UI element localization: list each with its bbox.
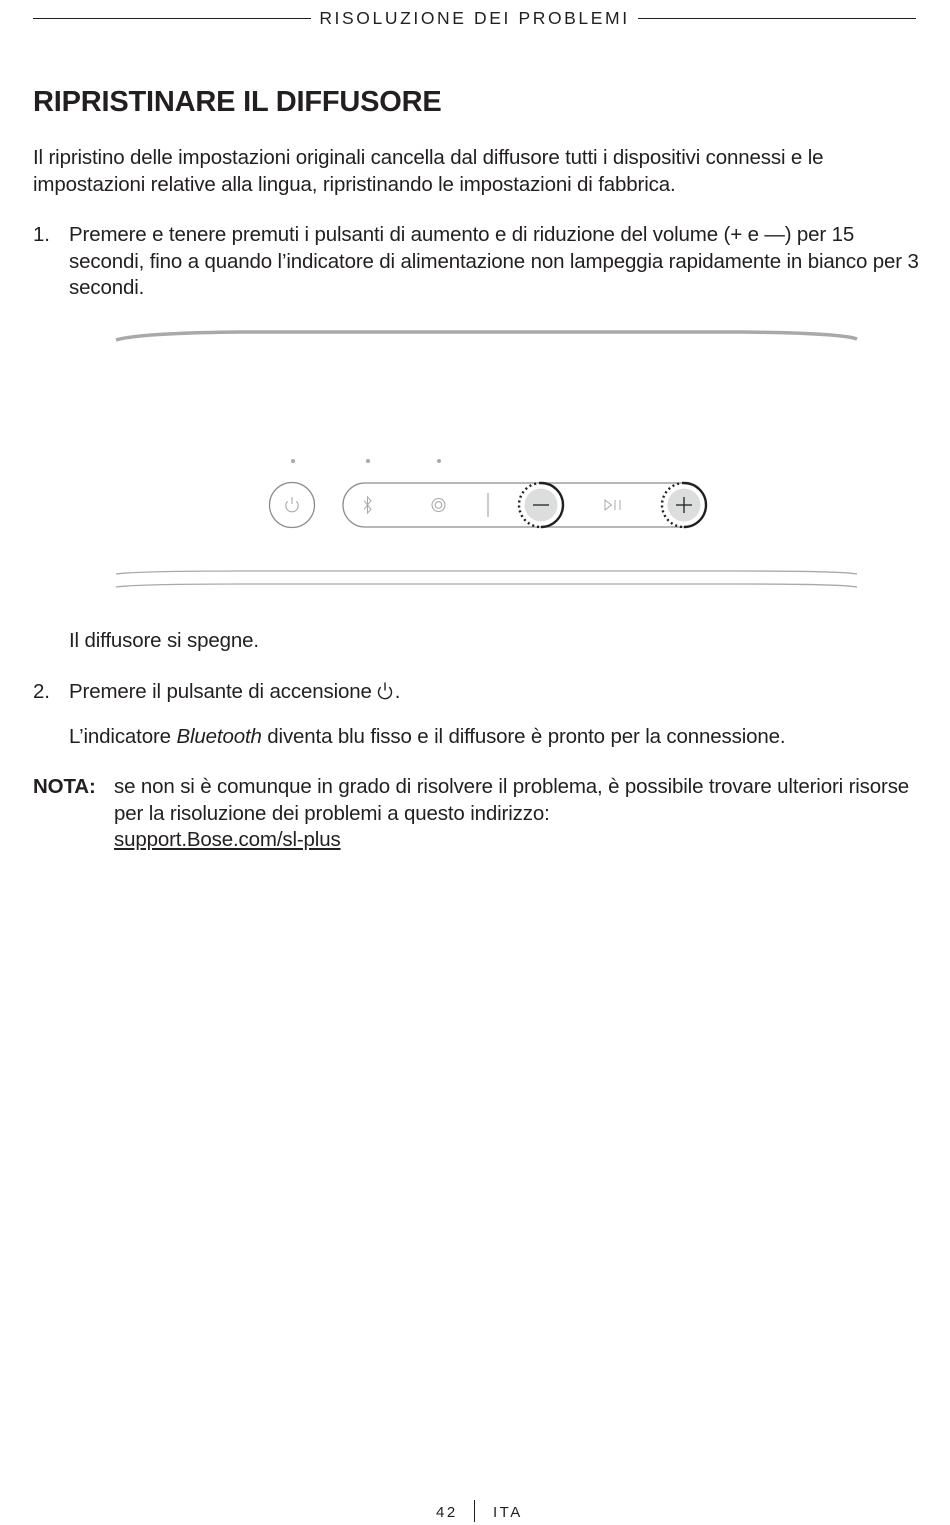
indicator-light-action: [437, 459, 441, 463]
speaker-bottom-edge-lower: [116, 584, 857, 587]
step-number: 1.: [33, 223, 50, 246]
step-1-result: Il diffusore si spegne.: [69, 629, 259, 652]
step-2: [33, 679, 923, 706]
result-suffix: diventa blu fisso e il diffusore è pronto per la connessione.: [261, 725, 786, 748]
note-text: se non si è comunque in grado di risolvere il problema, è possibile trovare ulteriori risorse per la risoluzione dei problemi a questo indirizzo:: [114, 775, 910, 825]
note-body: [114, 774, 923, 854]
speaker-top-edge: [116, 332, 857, 340]
result-prefix: L’indicatore: [69, 725, 177, 748]
step-text: Premere e tenere premuti i pulsanti di aumento e di riduzione del volume (+ e —) per 15 secondi, fino a quando l’indicatore di alimentazione non lampeggia rapidamente in bianco per 3 secondi.: [69, 223, 919, 299]
header-rule-right: [638, 18, 916, 19]
indicator-light-power: [291, 459, 295, 463]
page-footer: [0, 1500, 950, 1524]
power-button: [270, 483, 315, 528]
page-number: 42: [436, 1504, 458, 1521]
step-text-end: .: [394, 680, 401, 703]
header-rule-left: [33, 18, 311, 19]
footer-separator: [474, 1500, 475, 1522]
power-icon: [375, 681, 395, 701]
note-block: [33, 774, 923, 854]
intro-paragraph: Il ripristino delle impostazioni originali cancella dal diffusore tutti i dispositivi connessi e le impostazioni relative alla lingua, ripristinando le impostazioni di fabbrica.: [33, 146, 824, 196]
step-text-main: Premere il pulsante di accensione: [69, 680, 372, 703]
section-header: [33, 6, 916, 30]
step-number: 2.: [33, 680, 50, 703]
language-code: ITA: [493, 1504, 523, 1521]
section-title: RISOLUZIONE DEI PROBLEMI: [319, 7, 630, 28]
step-2-result: [69, 724, 785, 751]
speaker-bottom-edge: [116, 571, 857, 574]
result-bluetooth: Bluetooth: [176, 725, 262, 748]
indicator-light-bluetooth: [366, 459, 370, 463]
speaker-illustration: [0, 325, 950, 595]
support-link[interactable]: support.Bose.com/sl-plus: [114, 828, 341, 851]
page-heading: RIPRISTINARE IL DIFFUSORE: [33, 86, 442, 118]
step-1: [33, 222, 923, 302]
note-label: NOTA:: [33, 775, 96, 798]
step-text: [69, 679, 923, 706]
